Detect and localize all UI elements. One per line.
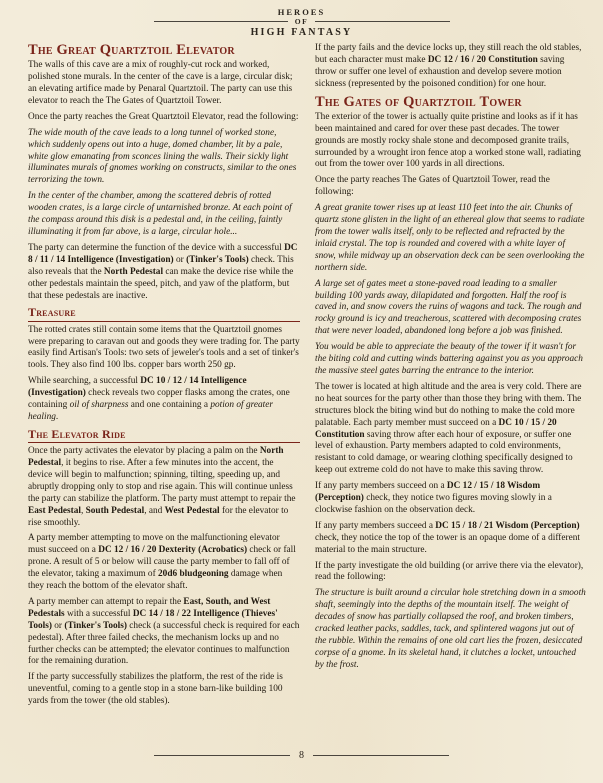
read-aloud-paragraph: The structure is built around a circular hole stretching down in a smooth shaft, seemingly into the depths of the mountain itself. The weight of decades of snow has partially collapsed the roof, and broken timbers, cracked leather packs, saddles, tack, and splintered wagons jut out of the rubble. Within the remains of one old cart lies the frozen, desiccated corpse of a gnome. In its skeletal hand, it clutches a locket, untouched by the frost.	[315, 588, 586, 670]
paragraph: If any party members succeed on a DC 12 / 15 / 18 Wisdom (Perception) check, they notice two figures moving slowly in a clockwise fashion on the observation deck.	[315, 481, 552, 515]
read-aloud-paragraph: In the center of the chamber, among the scattered debris of rotted wooden crates, is a large circle of untarnished bronze. At each point of the compass around this disk is a pedestal and, in the ceiling, faintly illuminating it from far above, is a large, circular hole...	[28, 191, 292, 237]
paragraph: If the party successfully stabilizes the platform, the rest of the ride is uneventful, coming to a gentle stop in a stone barn-like building 100 yards from the tower (the old stables).	[28, 672, 283, 707]
footer-rule-left	[154, 755, 290, 756]
read-aloud-paragraph: A great granite tower rises up at least 110 feet into the air. Chunks of quartz stone glisten in the light of an ethereal glow that seems to radiate from the tower walls itself, only to be reflected and refracted by the inlaid crystal. The top is rounded and covered with a white layer of snow, while midway up an observation deck can be seen overlooking the northern side.	[315, 203, 585, 273]
paragraph: If any party members succeed a DC 15 / 18 / 21 Wisdom (Perception) check, they notice the top of the tower is an opaque dome of a different material to the main structure.	[315, 520, 580, 555]
page-footer	[0, 750, 603, 761]
paragraph: The walls of this cave are a mix of roughly-cut rock and worked, polished stone murals. In the center of the cave is a large, circular disk; an elevating artifice made by Penaral Quartztoil. The party can use this elevator to reach the The Gates of Quartztoil Tower.	[28, 60, 293, 106]
header-title-line1: HEROES	[277, 7, 326, 17]
footer-rule-right	[313, 755, 449, 756]
paragraph: Once the party activates the elevator by placing a palm on the North Pedestal, it begins to rise. After a few minutes into the accent, the device will begin to malfunction; spinning, tilting, speeding up, and abruptly dropping only to stop and rise again. This will continue unless the party can stabilize the platform. The party must attempt to repair the East Pedestal, South Pedestal, and West Pedestal for the elevator to rise smoothly.	[28, 446, 296, 528]
sub-section-heading: Treasure	[28, 306, 300, 321]
read-aloud-paragraph: The wide mouth of the cave leads to a long tunnel of worked stone, which suddenly opens out into a huge, domed chamber, lit by a pale, white glow emanating from sconces lining the walls. Their sickly light illuminates murals of gnomes working on constructs, similar to the ones terrorizing the town.	[28, 127, 297, 186]
paragraph: Once the party reaches The Gates of Quartztoil Tower, read the following:	[315, 175, 550, 198]
paragraph: The tower is located at high altitude and the area is very cold. There are no heat sources for the party other than those they bring with them. The structures block the biting wind but do nothing to make the cold more palatable. Each party member must succeed on a DC 10 / 15 / 20 Constitution saving throw after each hour of exposure, or suffer one level of exhaustion. Party members adapted to cold environments, resistant to cold damage, or wearing clothing specifically designed to keep out extreme cold do not have to make this saving throw.	[315, 381, 582, 476]
page-header	[0, 0, 603, 38]
paragraph: The party can determine the function of the device with a successful DC 8 / 11 / 14 Intelligence (Investigation) or (Tinker's Tools) check. This also reveals that the North Pedestal can make the device rise while the other pedestals maintain the speed, pitch, and yaw of the platform, but that these pedestals are inactive.	[28, 242, 298, 301]
paragraph: Once the party reaches the Great Quartztoil Elevator, read the following:	[28, 111, 299, 122]
section-heading: The Gates of Quartztoil Tower	[315, 93, 522, 110]
header-rule-left	[154, 21, 288, 22]
paragraph: A party member attempting to move on the malfunctioning elevator must succeed on a DC 12 / 16 / 20 Dexterity (Acrobatics) check or fall prone. A result of 5 or below will cause the party member to fall off of the elevator, taking a maximum of 20d6 bludgeoning damage when they reach the bottom of the elevator shaft.	[28, 533, 296, 592]
right-column	[315, 43, 587, 712]
paragraph: If the party investigate the old building (or arrive there via the elevator), read the following:	[315, 560, 584, 583]
read-aloud-paragraph: You would be able to appreciate the beauty of the tower if it wasn't for the biting cold and cutting winds battering against you as you approach the massive steel gates barring the entrance to the interior.	[315, 342, 583, 376]
left-column	[28, 43, 300, 712]
sub-section-heading: The Elevator Ride	[28, 428, 300, 443]
header-title-line3: HIGH FANTASY	[250, 27, 353, 38]
header-rule-row	[154, 17, 450, 26]
paragraph: The exterior of the tower is actually quite pristine and looks as if it has been maintained and cared for over these past decades. The tower grounds are mostly rocky shale stone and decomposed granite trails, surrounded by a wrought iron fence atop a worked stone wall, radiating out from the tower over 100 yards in all directions.	[315, 111, 581, 170]
read-aloud-paragraph: A large set of gates meet a stone-paved road leading to a smaller building 100 yards away, dilapidated and forgotten. Half the roof is caved in, and snow covers the ruins of wagons and tack. The rough and rocky ground is icy and treacherous, scattered with decomposing crates that were never loaded, abandoned long before a job was finished.	[315, 278, 582, 337]
paragraph: If the party fails and the device locks up, they still reach the old stables, but each character must make DC 12 / 16 / 20 Constitution saving throw or suffer one level of exhaustion and develop severe motion sickness (represented by the poisoned condition) for one hour.	[315, 43, 582, 89]
page-number: 8	[299, 750, 304, 761]
section-heading: The Great Quartztoil Elevator	[28, 42, 235, 58]
header-title-line2: OF	[294, 17, 309, 26]
paragraph: A party member can attempt to repair the East, South, and West Pedestals with a successful DC 14 / 18 / 22 Intelligence (Thieves' Tools) or (Tinker's Tools) check (a successful check is required for each pedestal). After three failed checks, the mechanism locks up and no further checks can be attempted; the elevator continues to malfunction for the remaining duration.	[28, 596, 300, 667]
header-rule-right	[315, 21, 449, 22]
paragraph: The rotted crates still contain some items that the Quartztoil gnomes were preparing to caravan out and goods they were trading for. The party easily find Artisan's Tools: two sets of jeweler's tools and a set of tinker's tools. They also find 100 lbs. copper bars worth 250 gp.	[28, 324, 300, 371]
two-column-body	[0, 38, 603, 712]
paragraph: While searching, a successful DC 10 / 12 / 14 Intelligence (Investigation) check reveals two copper flasks among the crates, one containing oil of sharpness and one containing a potion of greater healing.	[28, 376, 290, 422]
